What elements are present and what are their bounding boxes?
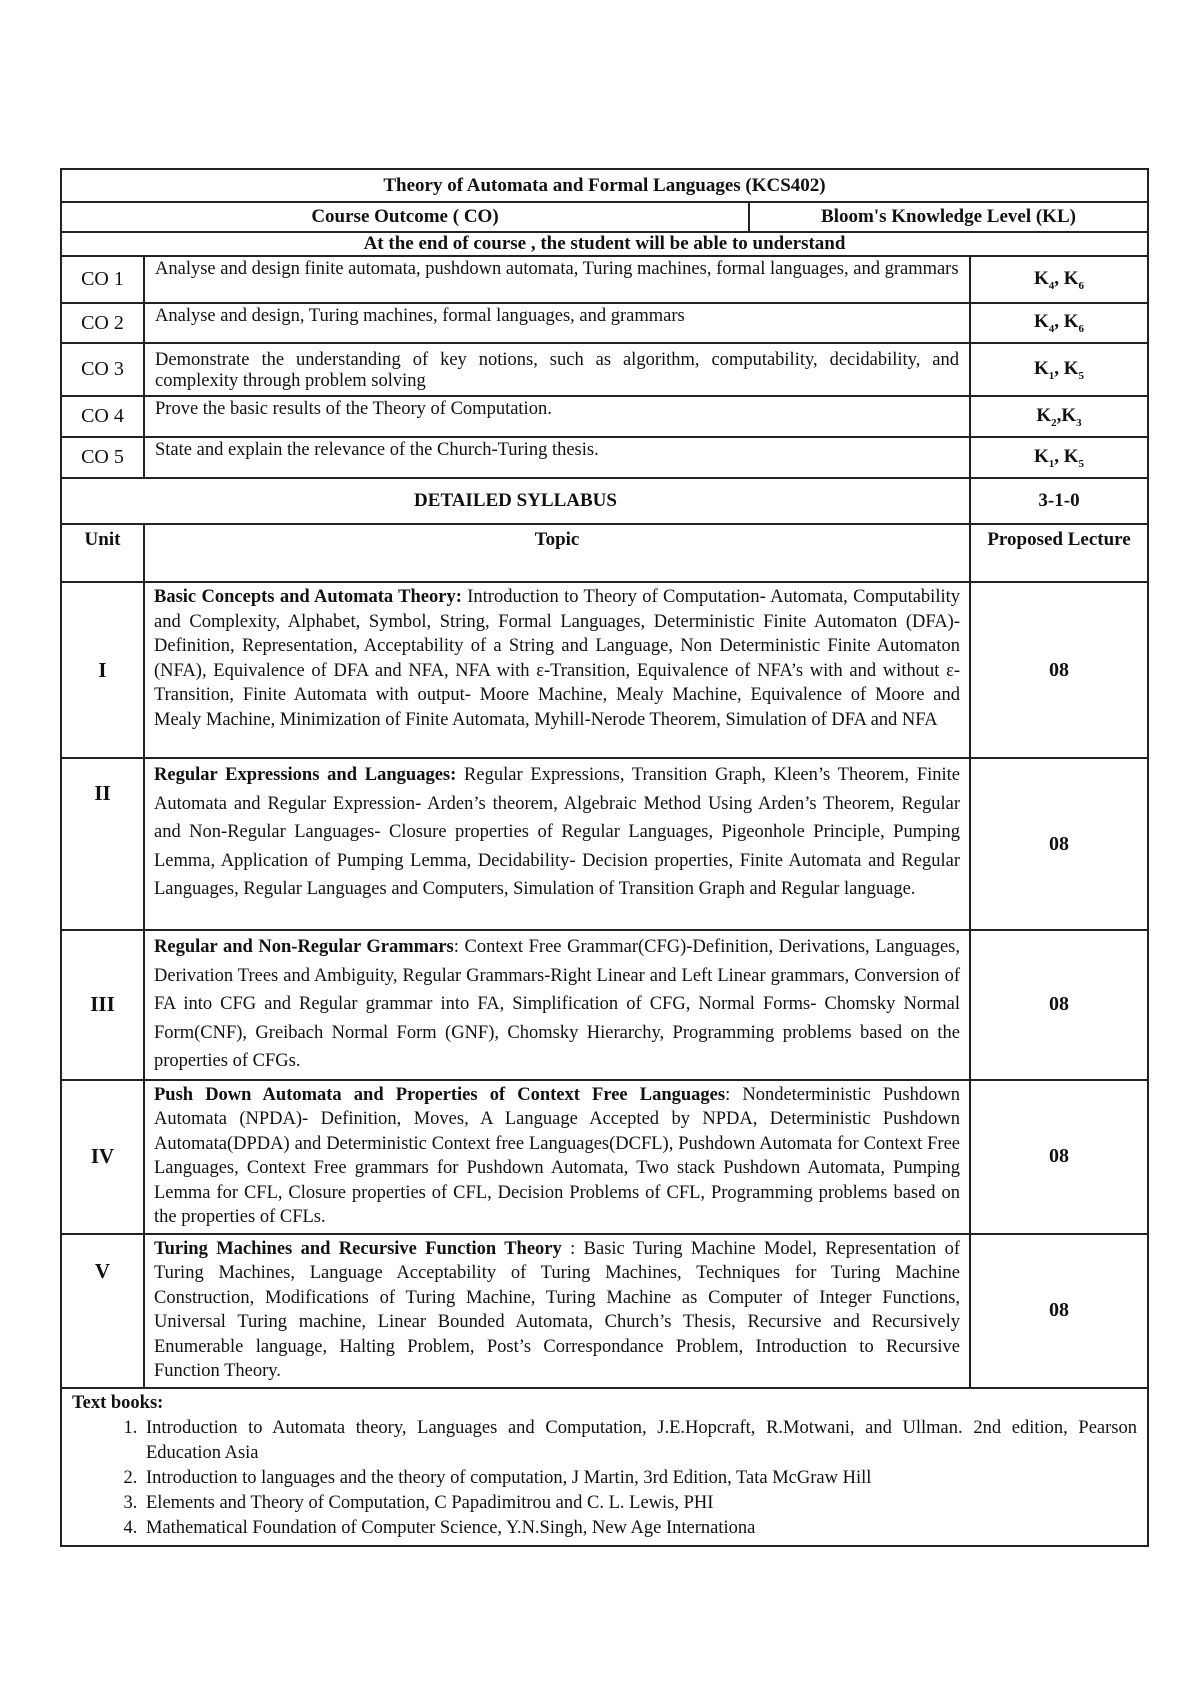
unit-row — [61, 758, 1148, 930]
unit-title: Turing Machines and Recursive Function Theory — [154, 1238, 562, 1259]
co-row — [61, 343, 1148, 396]
lecture-pattern: 3-1-0 — [970, 478, 1148, 524]
unit-description: : Basic Turing Machine Model, Representation of Turing Machines, Language Acceptability of Turing Machines, Techniques for Turing Machine Construction, Modifications of Turing Machine, Turing Machine as Computer of Integer Functions, Universal Turing machine, Linear Bounded Automata, Church’s Thesis, Recursive and Recursively Enumerable language, Halting Problem, Post’s Correspondance Problem, Introduction to Recursive Function Theory. — [154, 1238, 960, 1381]
unit-description: : Nondeterministic Pushdown Automata (NPDA)- Definition, Moves, A Language Accepted by NPDA, Deterministic Pushdown Automata(DPDA) and Deterministic Context free Languages(DCFL), Pushdown Automata for Context Free Languages, Context Free grammars for Pushdown Automata, Two stack Pushdown Automata, Pumping Lemma for CFL, Closure properties of CFL, Decision Problems of CFL, Programming problems based on the properties of CFLs. — [154, 1084, 960, 1227]
unit-topic — [144, 758, 970, 930]
co-kl: $K_4$, $K_6$ — [970, 256, 1148, 303]
co-id: CO 5 — [61, 437, 144, 478]
co-row — [61, 256, 1148, 303]
co-row — [61, 396, 1148, 437]
unit-lectures: 08 — [970, 1080, 1148, 1234]
textbook-item: 4. Mathematical Foundation of Computer Science, Y.N.Singh, New Age Internationa — [142, 1516, 1137, 1541]
co-text: Analyse and design, Turing machines, formal languages, and grammars — [144, 303, 970, 343]
co-id: CO 4 — [61, 396, 144, 437]
co-text: State and explain the relevance of the Church-Turing thesis. — [144, 437, 970, 478]
unit-title: Push Down Automata and Properties of Context Free Languages — [154, 1084, 726, 1105]
textbooks-heading: Text books: — [72, 1392, 164, 1413]
unit-title: Basic Concepts and Automata Theory: — [154, 587, 462, 607]
co-text: Prove the basic results of the Theory of Computation. — [144, 396, 970, 437]
detailed-syllabus-heading: DETAILED SYLLABUS — [61, 478, 970, 524]
unit-number: III — [61, 930, 144, 1080]
topic-column-header: Topic — [144, 524, 970, 582]
co-id: CO 1 — [61, 256, 144, 303]
syllabus-table — [60, 168, 1149, 1547]
unit-lectures: 08 — [970, 1234, 1148, 1388]
unit-row — [61, 1234, 1148, 1388]
unit-topic — [144, 582, 970, 758]
unit-description: Introduction to Theory of Computation- Automata, Computability and Complexity, Alphabet, Symbol, String, Formal Languages, Deterministic Finite Automaton (DFA)- Definition, Representation, Acceptability of a String and Language, Non Deterministic Finite Automaton (NFA), Equivalence of DFA and NFA, NFA with ε-Transition, Equivalence of NFA’s with and without ε-Transition, Finite Automata with output- Moore Machine, Mealy Machine, Equivalence of Moore and Mealy Machine, Minimization of Finite Automata, Myhill-Nerode Theorem, Simulation of DFA and NFA — [154, 587, 960, 730]
syllabus-sheet — [60, 168, 1147, 1547]
unit-lectures: 08 — [970, 582, 1148, 758]
textbook-item: 2. Introduction to languages and the theory of computation, J Martin, 3rd Edition, Tata McGraw Hill — [142, 1466, 1137, 1491]
unit-row — [61, 930, 1148, 1080]
unit-title: Regular and Non-Regular Grammars — [154, 937, 454, 957]
unit-topic — [144, 1080, 970, 1234]
co-id: CO 3 — [61, 343, 144, 396]
co-id: CO 2 — [61, 303, 144, 343]
unit-title: Regular Expressions and Languages: — [154, 765, 457, 785]
course-title: Theory of Automata and Formal Languages (KCS402) — [61, 169, 1148, 202]
co-kl: $K_4$, $K_6$ — [970, 303, 1148, 343]
textbook-item: 3. Elements and Theory of Computation, C Papadimitrou and C. L. Lewis, PHI — [142, 1491, 1137, 1516]
lecture-column-header: Proposed Lecture — [970, 524, 1148, 582]
unit-lectures: 08 — [970, 758, 1148, 930]
co-kl: $K_2,K_3$ — [970, 396, 1148, 437]
knowledge-level-header: Bloom's Knowledge Level (KL) — [749, 202, 1148, 232]
unit-row — [61, 1080, 1148, 1234]
textbooks-list — [72, 1416, 1137, 1541]
unit-topic — [144, 930, 970, 1080]
unit-description: Regular Expressions, Transition Graph, Kleen’s Theorem, Finite Automata and Regular Expression- Arden’s theorem, Algebraic Method Using Arden’s Theorem, Regular and Non-Regular Languages- Closure properties of Regular Languages, Pigeonhole Principle, Pumping Lemma, Application of Pumping Lemma, Decidability- Decision properties, Finite Automata and Regular Languages, Regular Languages and Computers, Simulation of Transition Graph and Regular language. — [154, 765, 960, 899]
textbook-item: 1. Introduction to Automata theory, Languages and Computation, J.E.Hopcraft, R.Motwani, and Ullman. 2nd edition, Pearson Education Asia — [142, 1416, 1137, 1466]
co-row — [61, 437, 1148, 478]
unit-lectures: 08 — [970, 930, 1148, 1080]
unit-row — [61, 582, 1148, 758]
co-text: Analyse and design finite automata, pushdown automata, Turing machines, formal languages, and grammars — [144, 256, 970, 303]
co-row — [61, 303, 1148, 343]
textbooks-section — [61, 1388, 1148, 1546]
unit-number: I — [61, 582, 144, 758]
unit-topic — [144, 1234, 970, 1388]
unit-number: V — [61, 1234, 144, 1388]
unit-description: : Context Free Grammar(CFG)-Definition, Derivations, Languages, Derivation Trees and Ambiguity, Regular Grammars-Right Linear and Left Linear grammars, Conversion of FA into CFG and Regular grammar into FA, Simplification of CFG, Normal Forms- Chomsky Normal Form(CNF), Greibach Normal Form (GNF), Chomsky Hierarchy, Programming problems based on the properties of CFGs. — [154, 937, 960, 1071]
course-intro: At the end of course , the student will be able to understand — [61, 232, 1148, 256]
unit-number: IV — [61, 1080, 144, 1234]
co-text: Demonstrate the understanding of key notions, such as algorithm, computability, decidability, and complexity through problem solving — [144, 343, 970, 396]
unit-number: II — [61, 758, 144, 930]
unit-column-header: Unit — [61, 524, 144, 582]
co-kl: $K_1$, $K_5$ — [970, 343, 1148, 396]
co-kl: $K_1$, $K_5$ — [970, 437, 1148, 478]
course-outcome-header: Course Outcome ( CO) — [61, 202, 749, 232]
